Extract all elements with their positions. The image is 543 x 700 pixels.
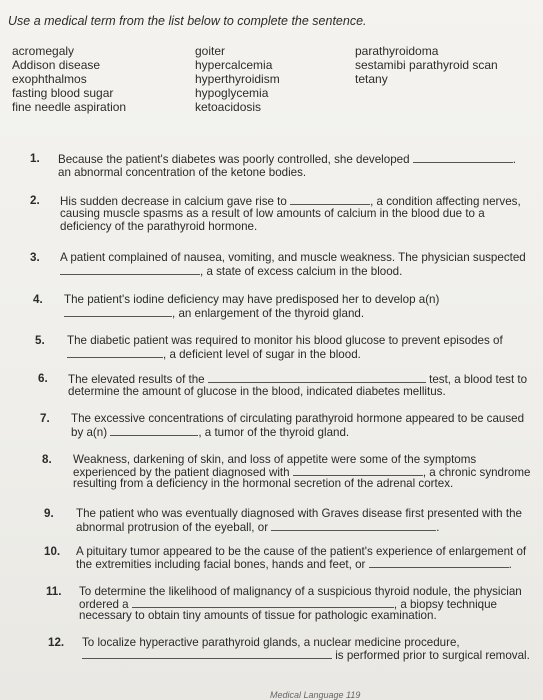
question-text: . [508, 558, 512, 571]
instruction-text: Use a medical term from the list below to complete the sentence. [8, 14, 367, 28]
question-text: experienced by the patient diagnosed with [73, 466, 290, 479]
question-text: , a deficient level of sugar in the blood. [163, 348, 361, 361]
answer-blank[interactable] [413, 152, 513, 163]
term-item: hyperthyroidism [195, 72, 280, 86]
question-text: , a condition affecting nerves, [370, 195, 521, 208]
term-item: hypercalcemia [195, 58, 273, 72]
term-list-column-2 [195, 44, 280, 114]
term-item: goiter [195, 44, 226, 58]
answer-blank[interactable] [82, 648, 332, 659]
question-text: . [436, 521, 440, 534]
answer-blank[interactable] [208, 372, 426, 383]
question-text: A pituitary tumor appeared to be the cause of the patient's experience of enlargement of [76, 545, 527, 558]
question-text: , a tumor of the thyroid gland. [198, 426, 350, 439]
question-text: deficiency of the parathyroid hormone. [60, 220, 258, 233]
question-number: 7. [40, 412, 50, 425]
answer-blank[interactable] [64, 306, 172, 317]
term-item: parathyroidoma [355, 44, 439, 58]
question-text: is performed prior to surgical removal. [335, 649, 530, 662]
term-item: hypoglycemia [195, 86, 269, 100]
question-number: 3. [30, 251, 40, 264]
term-list-column-3 [355, 44, 498, 86]
question-text: by a(n) [71, 426, 108, 439]
question-text: To localize hyperactive parathyroid glands, a nuclear medicine procedure, [82, 636, 460, 649]
question-text: Because the patient's diabetes was poorly controlled, she developed [58, 153, 410, 166]
question-text: The patient who was eventually diagnosed with Graves disease first presented with the [76, 507, 522, 520]
question-number: 12. [48, 636, 65, 649]
question-text: the extremities including facial bones, hands and feet, or [76, 558, 366, 571]
question-text: His sudden decrease in calcium gave rise to [60, 195, 287, 208]
question-text: . [512, 153, 517, 166]
question-text: abnormal protrusion of the eyeball, or [76, 521, 269, 534]
question-number: 4. [33, 293, 43, 306]
question-number: 5. [35, 334, 45, 347]
answer-blank[interactable] [67, 347, 163, 358]
answer-blank[interactable] [271, 520, 436, 531]
term-item: fasting blood sugar [12, 86, 114, 100]
answer-blank[interactable] [60, 264, 200, 275]
question-text: The elevated results of the [68, 373, 205, 386]
page-footer: Medical Language 119 [270, 690, 361, 700]
term-item: fine needle aspiration [12, 100, 127, 114]
question-text: ordered a [79, 598, 129, 611]
question-text: The patient's iodine deficiency may have predisposed her to develop a(n) [64, 293, 440, 306]
question-text: resulting from a deficiency in the hormonal secretion of the adrenal cortex. [73, 477, 454, 490]
question-text: To determine the likelihood of malignancy of a suspicious thyroid nodule, the physician [79, 585, 522, 598]
question-text: , a biopsy technique [393, 598, 498, 611]
question-number: 1. [30, 152, 40, 165]
question-number: 11. [46, 585, 62, 598]
question-number: 6. [38, 372, 48, 385]
answer-blank[interactable] [110, 425, 198, 436]
answer-blank[interactable] [293, 465, 423, 476]
question-text: causing muscle spasms as a result of low amounts of calcium in the blood due to a [60, 207, 485, 220]
question-text: determine the amount of glucose in the blood, indicated diabetes mellitus. [68, 385, 446, 398]
term-item: tetany [355, 72, 388, 86]
question-text: test, a blood test to [429, 373, 528, 386]
question-number: 9. [44, 507, 54, 520]
question-number: 8. [42, 453, 52, 466]
term-item: Addison disease [12, 58, 101, 72]
term-item: exophthalmos [12, 72, 87, 86]
question-text: The excessive concentrations of circulating parathyroid hormone appeared to be caused [71, 412, 525, 425]
question-text: , an enlargement of the thyroid gland. [172, 307, 365, 320]
term-item: ketoacidosis [195, 100, 262, 114]
answer-blank[interactable] [369, 557, 509, 568]
question-text: necessary to obtain tiny amounts of tissue for pathologic examination. [79, 609, 437, 622]
question-text: , a state of excess calcium in the blood. [200, 265, 403, 278]
answer-blank[interactable] [132, 597, 394, 608]
question-text: A patient complained of nausea, vomiting, and muscle weakness. The physician suspected [60, 251, 526, 264]
question-text: Weakness, darkening of skin, and loss of appetite were some of the symptoms [73, 453, 477, 466]
term-item: sestamibi parathyroid scan [355, 58, 498, 72]
answer-blank[interactable] [290, 194, 370, 205]
question-number: 2. [30, 194, 40, 207]
question-text: The diabetic patient was required to monitor his blood glucose to prevent episodes of [67, 334, 503, 347]
question-number: 10. [44, 545, 61, 558]
term-list-column-1 [12, 44, 126, 114]
question-text: an abnormal concentration of the ketone bodies. [58, 166, 307, 179]
term-item: acromegaly [12, 44, 75, 58]
question-text: , a chronic syndrome [422, 466, 531, 479]
